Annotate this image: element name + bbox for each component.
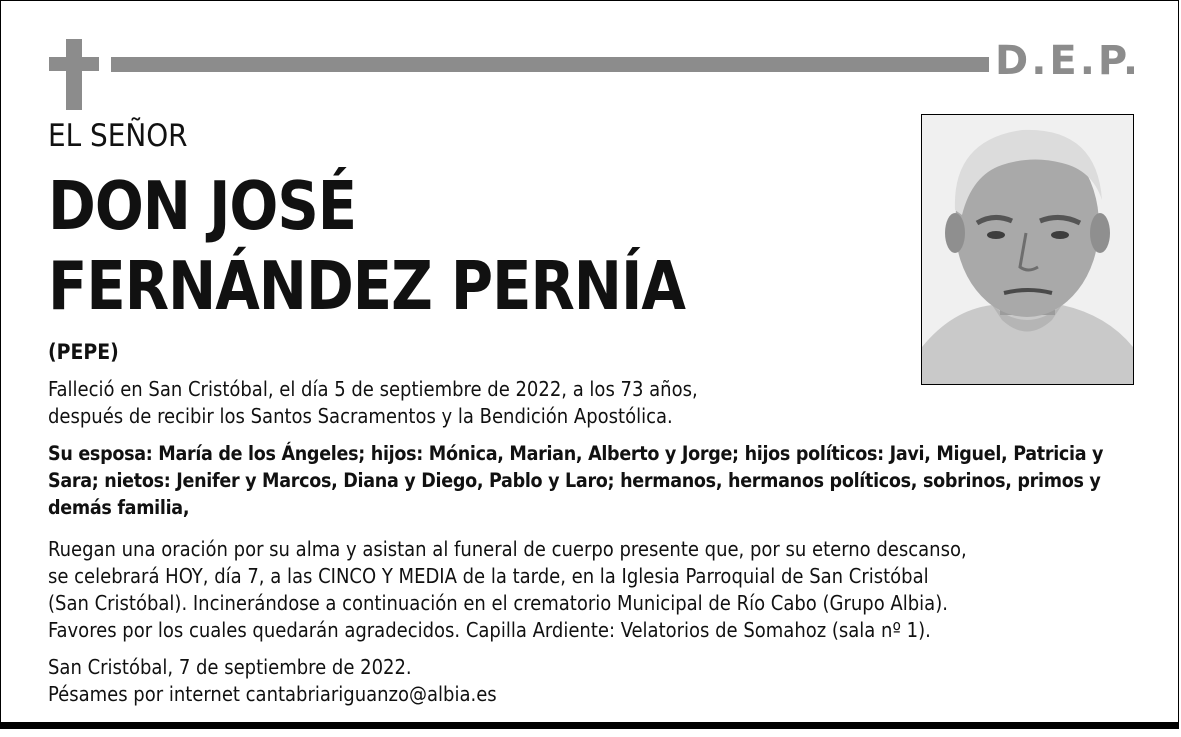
portrait-photo	[921, 114, 1134, 385]
header-rule	[111, 57, 989, 72]
place-date-line: San Cristóbal, 7 de septiembre de 2022.	[48, 655, 412, 679]
death-paragraph	[48, 376, 698, 430]
funeral-line: Favores por los cuales quedarán agradecidos. Capilla Ardiente: Velatorios de Somahoz (sala nº 1).	[48, 618, 931, 642]
footer-paragraph	[48, 654, 497, 708]
death-line: después de recibir los Santos Sacramentos y la Bendición Apostólica.	[48, 404, 673, 428]
name-line-2: FERNÁNDEZ PERNÍA	[48, 247, 685, 326]
cross-icon	[49, 39, 99, 110]
nickname: (PEPE)	[48, 340, 119, 364]
title-prefix: EL SEÑOR	[48, 118, 188, 154]
dep-label: D.E.P.	[995, 38, 1142, 84]
family-paragraph	[48, 440, 1103, 521]
funeral-line: Ruegan una oración por su alma y asistan al funeral de cuerpo presente que, por su eterno descanso,	[48, 537, 967, 561]
condolences-line: Pésames por internet cantabriariguanzo@albia.es	[48, 682, 497, 706]
name-line-1: DON JOSÉ	[48, 168, 357, 246]
family-line: Sara; nietos: Jenifer y Marcos, Diana y Diego, Pablo y Laro; hermanos, hermanos políticos, sobrinos, primos y	[48, 469, 1101, 492]
death-line: Falleció en San Cristóbal, el día 5 de septiembre de 2022, a los 73 años,	[48, 377, 698, 401]
deceased-name	[48, 167, 685, 327]
funeral-line: (San Cristóbal). Incinerándose a continuación en el crematorio Municipal de Río Cabo (Grupo Albia).	[48, 591, 948, 615]
family-line: demás familia,	[48, 496, 190, 519]
funeral-line: se celebrará HOY, día 7, a las CINCO Y MEDIA de la tarde, en la Iglesia Parroquial de San Cristóbal	[48, 564, 929, 588]
funeral-paragraph	[48, 536, 967, 644]
portrait-illustration	[922, 115, 1133, 384]
family-line: Su esposa: María de los Ángeles; hijos: Mónica, Marian, Alberto y Jorge; hijos políticos: Javi, Miguel, Patricia y	[48, 442, 1104, 465]
